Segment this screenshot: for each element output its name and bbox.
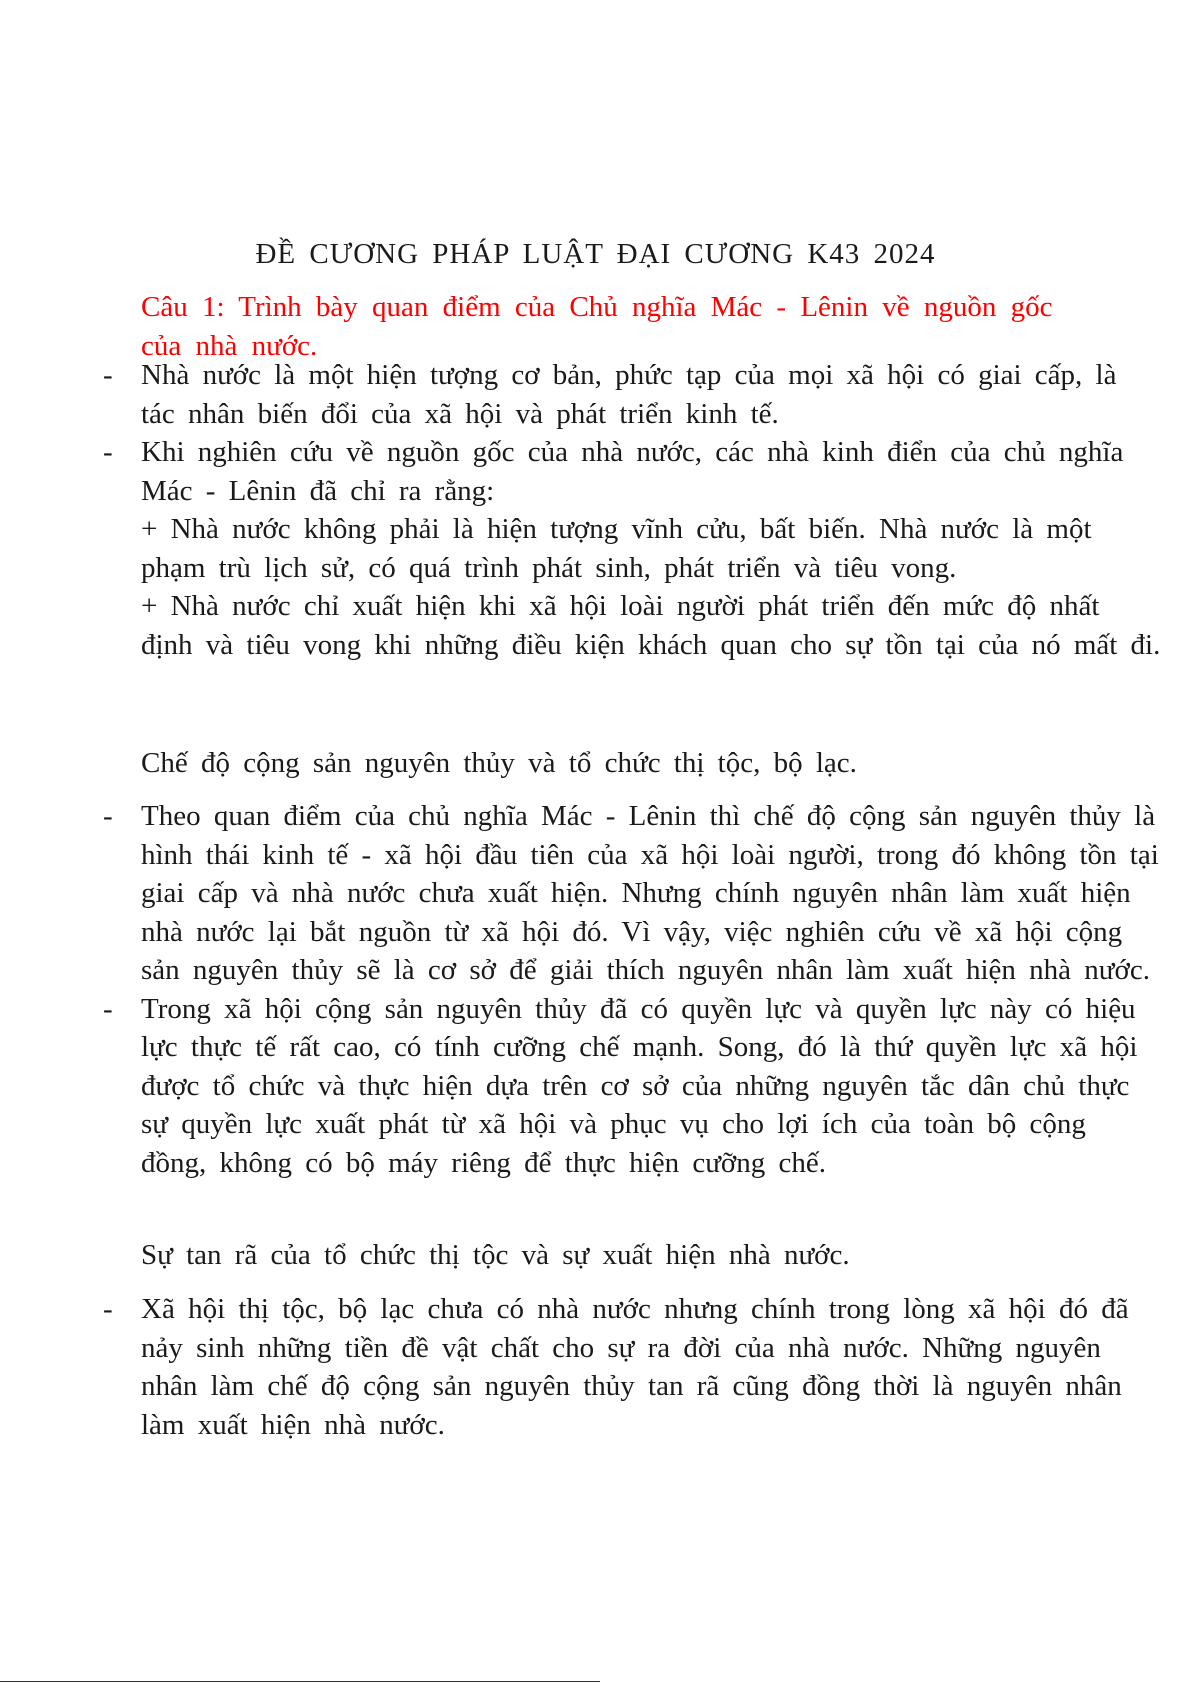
section-2-heading-block [103, 744, 1163, 783]
section-2 [103, 797, 1163, 1182]
bullet-dash: - [103, 436, 113, 468]
bullet-dash: - [103, 992, 113, 1025]
section-heading: Sự tan rã của tổ chức thị tộc và sự xuất hiện nhà nước. [141, 1239, 850, 1271]
list-item [103, 797, 1163, 990]
bullet-dash: - [103, 1293, 113, 1325]
bullet-text: Xã hội thị tộc, bộ lạc chưa có nhà nước nhưng chính trong lòng xã hội đó đã nảy sinh những tiền đề vật chất cho sự ra đời của nhà nước. Những nguyên nhân làm chế độ cộng sản nguyên thủy tan rã cũng đồng thời là nguyên nhân làm xuất hiện nhà nước. [141, 1293, 1129, 1441]
document-title: ĐỀ CƯƠNG PHÁP LUẬT ĐẠI CƯƠNG K43 2024 [255, 238, 936, 270]
list-item [103, 990, 1163, 1183]
section-3-heading-block [103, 1236, 1163, 1275]
bullet-text: Trong xã hội cộng sản nguyên thủy đã có quyền lực và quyền lực này có hiệu lực thực tế rất cao, có tính cưỡng chế mạnh. Song, đó là thứ quyền lực xã hội được tổ chức và thực hiện dựa trên cơ sở của những nguyên tắc dân chủ thực sự quyền lực xuất phát từ xã hội và phục vụ cho lợi ích của toàn bộ cộng đồng, không có bộ máy riêng để thực hiện cưỡng chế. [141, 992, 1138, 1179]
bullet-text: Nhà nước là một hiện tượng cơ bản, phức tạp của mọi xã hội có giai cấp, là tác nhân biến đổi của xã hội và phát triển kinh tế. [141, 359, 1117, 430]
bullet-dash: - [103, 800, 113, 832]
section-1 [103, 356, 1163, 664]
list-item [103, 356, 1163, 433]
section-3 [103, 1290, 1163, 1444]
bullet-dash: - [103, 359, 113, 391]
bullet-text: Khi nghiên cứu về nguồn gốc của nhà nước, các nhà kinh điển của chủ nghĩa Mác - Lênin đã chỉ ra rằng: [141, 436, 1124, 507]
sub-point: + Nhà nước chỉ xuất hiện khi xã hội loài người phát triển đến mức độ nhất định và tiêu vong khi những điều kiện khách quan cho sự tồn tại của nó mất đi. [141, 590, 1161, 661]
list-item [103, 433, 1163, 510]
footnote-divider [0, 1681, 600, 1682]
section-heading: Chế độ cộng sản nguyên thủy và tổ chức thị tộc, bộ lạc. [141, 747, 857, 779]
sub-point: + Nhà nước không phải là hiện tượng vĩnh cửu, bất biến. Nhà nước là một phạm trù lịch sử, có quá trình phát sinh, phát triển và tiêu vong. [141, 513, 1092, 584]
bullet-text: Theo quan điểm của chủ nghĩa Mác - Lênin thì chế độ cộng sản nguyên thủy là hình thái kinh tế - xã hội đầu tiên của xã hội loài người, trong đó không tồn tại giai cấp và nhà nước chưa xuất hiện. Nhưng chính nguyên nhân làm xuất hiện nhà nước lại bắt nguồn từ xã hội đó. Vì vậy, việc nghiên cứu về xã hội cộng sản nguyên thủy sẽ là cơ sở để giải thích nguyên nhân làm xuất hiện nhà nước. [141, 800, 1159, 986]
list-item [103, 1290, 1163, 1444]
question-heading: Câu 1: Trình bày quan điểm của Chủ nghĩa Mác - Lênin về nguồn gốc của nhà nước. [141, 291, 1053, 362]
